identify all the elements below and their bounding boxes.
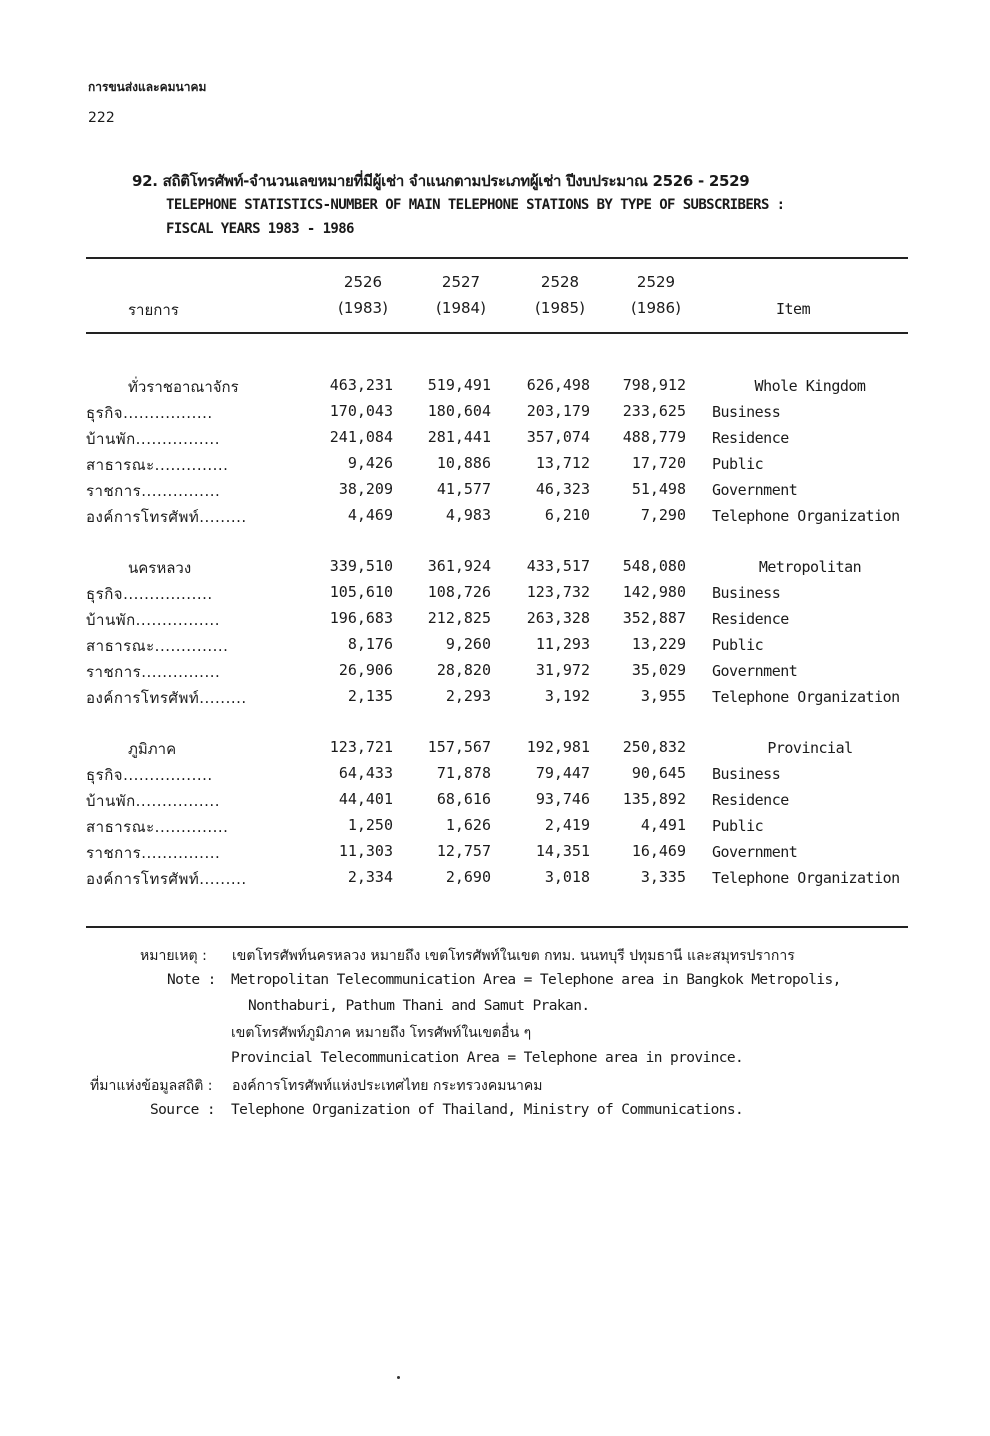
table-cell: 41,577 — [436, 480, 491, 498]
table-cell: 51,498 — [631, 480, 686, 498]
row-label-english: Telephone Organization — [712, 688, 900, 706]
group-total-cell: 548,080 — [622, 557, 686, 575]
row-label-thai: องค์การโทรศัพท์......... — [86, 508, 247, 526]
note-english-label: Note : — [167, 972, 216, 988]
table-cell: 14,351 — [535, 842, 590, 860]
table-cell: 13,229 — [631, 635, 686, 653]
table-header-rule — [86, 332, 908, 334]
table-cell: 2,690 — [445, 868, 491, 886]
row-label-english: Residence — [712, 429, 789, 447]
table-cell: 68,616 — [436, 790, 491, 808]
source-thai-label: ที่มาแห่งข้อมูลสถิติ : — [90, 1078, 213, 1094]
page-number: 222 — [88, 110, 115, 126]
table-cell: 203,179 — [526, 402, 590, 420]
table-cell: 10,886 — [436, 454, 491, 472]
row-label-thai: บ้านพัก................ — [86, 792, 220, 810]
row-label-thai: ธุรกิจ................. — [86, 766, 213, 784]
group-title-thai: ภูมิภาค — [128, 740, 177, 758]
row-label-english: Business — [712, 765, 781, 783]
group-title-thai: ทั่วราชอาณาจักร — [128, 378, 239, 396]
table-cell: 352,887 — [622, 609, 686, 627]
row-label-thai: บ้านพัก................ — [86, 430, 220, 448]
group-total-cell: 339,510 — [329, 557, 393, 575]
running-header: การขนส่งและคมนาคม — [88, 80, 207, 94]
row-label-english: Business — [712, 403, 781, 421]
row-label-english: Public — [712, 636, 764, 654]
group-total-cell: 157,567 — [427, 738, 491, 756]
row-label-thai: ราชการ............... — [86, 663, 221, 681]
note-english-line2: Nonthaburi, Pathum Thani and Samut Prakan. — [248, 998, 590, 1014]
row-label-thai: ราชการ............... — [86, 844, 221, 862]
row-label-english: Public — [712, 455, 764, 473]
table-cell: 2,419 — [544, 816, 590, 834]
note-thai-text: เขตโทรศัพท์นครหลวง หมายถึง เขตโทรศัพท์ในเขต กทม. นนทบุรี ปทุมธานี และสมุทรปราการ — [232, 948, 795, 964]
table-cell: 31,972 — [535, 661, 590, 679]
table-cell: 263,328 — [526, 609, 590, 627]
table-cell: 4,983 — [445, 506, 491, 524]
table-cell: 1,626 — [445, 816, 491, 834]
table-cell: 8,176 — [347, 635, 393, 653]
group-total-cell: 250,832 — [622, 738, 686, 756]
table-cell: 9,260 — [445, 635, 491, 653]
column-header-year-ce: (1986) — [631, 299, 681, 317]
table-bottom-rule — [86, 926, 908, 928]
row-label-thai: ราชการ............... — [86, 482, 221, 500]
table-cell: 170,043 — [329, 402, 393, 420]
row-label-thai: สาธารณะ.............. — [86, 456, 229, 474]
table-cell: 108,726 — [427, 583, 491, 601]
column-header-item-thai: รายการ — [128, 301, 179, 319]
table-cell: 11,303 — [338, 842, 393, 860]
table-cell: 4,469 — [347, 506, 393, 524]
table-cell: 9,426 — [347, 454, 393, 472]
table-cell: 241,084 — [329, 428, 393, 446]
row-label-thai: ธุรกิจ................. — [86, 585, 213, 603]
table-cell: 28,820 — [436, 661, 491, 679]
table-cell: 11,293 — [535, 635, 590, 653]
table-cell: 64,433 — [338, 764, 393, 782]
table-title-english-line1: TELEPHONE STATISTICS-NUMBER OF MAIN TELEPHONE STATIONS BY TYPE OF SUBSCRIBERS : — [166, 197, 785, 213]
table-cell: 105,610 — [329, 583, 393, 601]
column-header-item-english: Item — [776, 300, 811, 318]
table-cell: 44,401 — [338, 790, 393, 808]
table-cell: 16,469 — [631, 842, 686, 860]
row-label-thai: องค์การโทรศัพท์......... — [86, 689, 247, 707]
group-total-cell: 519,491 — [427, 376, 491, 394]
table-cell: 35,029 — [631, 661, 686, 679]
table-cell: 2,135 — [347, 687, 393, 705]
table-top-rule — [86, 257, 908, 259]
note-english-line3: Provincial Telecommunication Area = Telephone area in province. — [231, 1050, 744, 1066]
note-thai-label: หมายเหตุ : — [140, 948, 207, 964]
group-title-english: Whole Kingdom — [754, 377, 866, 395]
column-header-year-ce: (1985) — [535, 299, 585, 317]
group-total-cell: 433,517 — [526, 557, 590, 575]
column-header-year-ce: (1984) — [436, 299, 486, 317]
table-cell: 26,906 — [338, 661, 393, 679]
column-header-year-be: 2528 — [540, 273, 580, 291]
table-cell: 17,720 — [631, 454, 686, 472]
table-cell: 71,878 — [436, 764, 491, 782]
group-title-thai: นครหลวง — [128, 559, 192, 577]
source-english-label: Source : — [150, 1102, 216, 1118]
row-label-thai: บ้านพัก................ — [86, 611, 220, 629]
row-label-english: Public — [712, 817, 764, 835]
group-total-cell: 798,912 — [622, 376, 686, 394]
table-cell: 7,290 — [640, 506, 686, 524]
table-cell: 488,779 — [622, 428, 686, 446]
table-cell: 93,746 — [535, 790, 590, 808]
group-total-cell: 626,498 — [526, 376, 590, 394]
group-total-cell: 463,231 — [329, 376, 393, 394]
column-header-year-ce: (1983) — [338, 299, 388, 317]
source-thai-text: องค์การโทรศัพท์แห่งประเทศไทย กระทรวงคมนาคม — [232, 1078, 543, 1094]
table-cell: 1,250 — [347, 816, 393, 834]
table-cell: 196,683 — [329, 609, 393, 627]
group-total-cell: 192,981 — [526, 738, 590, 756]
group-title-english: Metropolitan — [758, 558, 862, 576]
table-cell: 79,447 — [535, 764, 590, 782]
table-cell: 357,074 — [526, 428, 590, 446]
note-english-line1: Metropolitan Telecommunication Area = Telephone area in Bangkok Metropolis, — [231, 972, 841, 988]
row-label-english: Residence — [712, 610, 789, 628]
row-label-english: Business — [712, 584, 781, 602]
table-cell: 2,293 — [445, 687, 491, 705]
table-cell: 2,334 — [347, 868, 393, 886]
row-label-english: Government — [712, 481, 798, 499]
scan-speck — [397, 1376, 400, 1379]
table-cell: 3,335 — [640, 868, 686, 886]
group-title-english: Provincial — [767, 739, 853, 757]
row-label-thai: สาธารณะ.............. — [86, 637, 229, 655]
group-total-cell: 123,721 — [329, 738, 393, 756]
group-total-cell: 361,924 — [427, 557, 491, 575]
table-cell: 90,645 — [631, 764, 686, 782]
table-cell: 4,491 — [640, 816, 686, 834]
table-cell: 212,825 — [427, 609, 491, 627]
row-label-english: Government — [712, 843, 798, 861]
row-label-thai: องค์การโทรศัพท์......... — [86, 870, 247, 888]
table-cell: 6,210 — [544, 506, 590, 524]
table-cell: 3,192 — [544, 687, 590, 705]
table-cell: 13,712 — [535, 454, 590, 472]
table-cell: 3,955 — [640, 687, 686, 705]
row-label-english: Residence — [712, 791, 789, 809]
column-header-year-be: 2529 — [636, 273, 676, 291]
column-header-year-be: 2527 — [441, 273, 481, 291]
table-cell: 46,323 — [535, 480, 590, 498]
table-title-english-line2: FISCAL YEARS 1983 - 1986 — [166, 221, 354, 237]
table-title-thai: 92. สถิติโทรศัพท์-จำนวนเลขหมายที่มีผู้เช่า จำแนกตามประเภทผู้เช่า ปีงบประมาณ 2526 - 2529 — [132, 172, 750, 190]
table-cell: 281,441 — [427, 428, 491, 446]
column-header-year-be: 2526 — [343, 273, 383, 291]
table-cell: 180,604 — [427, 402, 491, 420]
table-cell: 38,209 — [338, 480, 393, 498]
row-label-thai: สาธารณะ.............. — [86, 818, 229, 836]
table-cell: 135,892 — [622, 790, 686, 808]
row-label-thai: ธุรกิจ................. — [86, 404, 213, 422]
table-cell: 233,625 — [622, 402, 686, 420]
row-label-english: Telephone Organization — [712, 869, 900, 887]
row-label-english: Telephone Organization — [712, 507, 900, 525]
source-english-text: Telephone Organization of Thailand, Ministry of Communications. — [231, 1102, 744, 1118]
table-cell: 142,980 — [622, 583, 686, 601]
table-cell: 3,018 — [544, 868, 590, 886]
note-thai-line2: เขตโทรศัพท์ภูมิภาค หมายถึง โทรศัพท์ในเขตอื่น ๆ — [231, 1025, 532, 1041]
table-cell: 12,757 — [436, 842, 491, 860]
row-label-english: Government — [712, 662, 798, 680]
table-cell: 123,732 — [526, 583, 590, 601]
